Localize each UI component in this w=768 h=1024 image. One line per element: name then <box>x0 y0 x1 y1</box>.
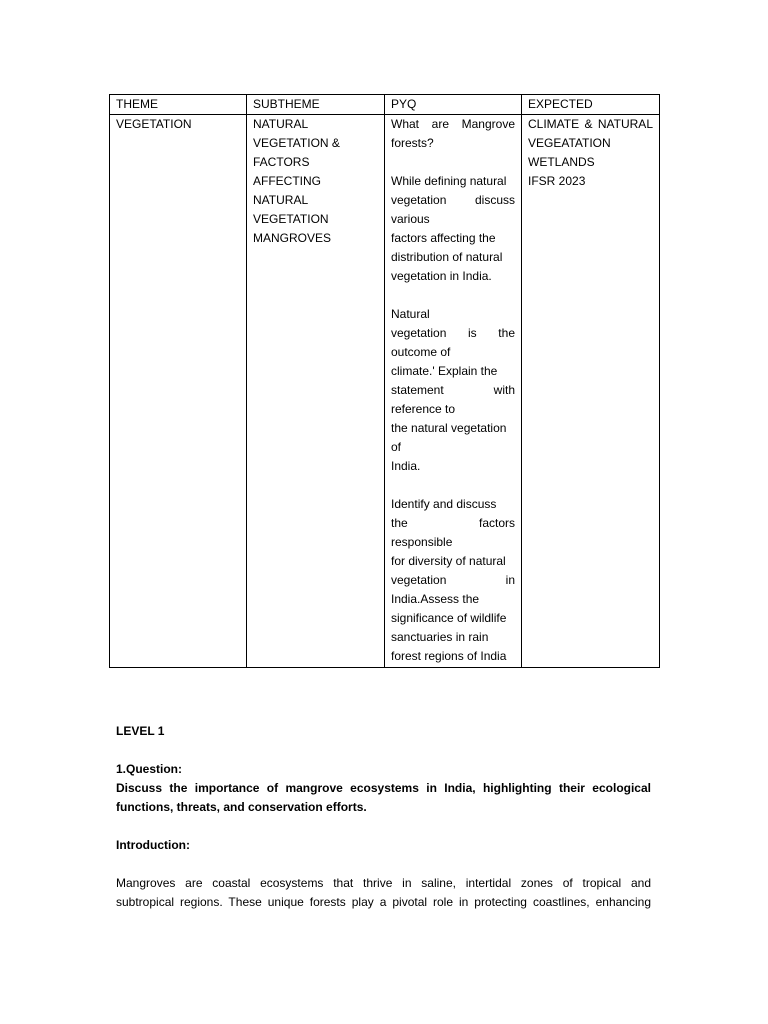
pyq-line: factors affecting the <box>391 231 496 245</box>
pyq-line: What are Mangrove <box>391 117 515 131</box>
pyq-line: for diversity of natural <box>391 554 506 568</box>
pyq-line: outcome of <box>391 345 451 359</box>
header-theme: THEME <box>110 95 247 115</box>
spacer <box>116 855 651 874</box>
pyq-line: reference to <box>391 402 456 416</box>
subtheme-line: MANGROVES <box>253 231 332 245</box>
subtheme-line: NATURAL <box>253 193 309 207</box>
table-header-row <box>110 95 660 115</box>
subtheme-line: FACTORS AFFECTING <box>253 155 321 188</box>
pyq-line: significance of wildlife <box>391 611 507 625</box>
introduction-text <box>116 874 651 912</box>
pyq-line: vegetation discuss <box>391 193 515 207</box>
pyq-line: vegetation is the <box>391 326 515 340</box>
pyq-line: climate.' Explain the <box>391 364 498 378</box>
pyq-line: vegetation in <box>391 573 515 587</box>
pyq-gap <box>391 153 515 172</box>
pyq-line: of <box>391 440 402 454</box>
question-heading: 1.Question: <box>116 762 183 776</box>
expected-line: VEGEATATION <box>528 136 611 150</box>
question-text <box>116 779 651 817</box>
expected-cell <box>522 115 660 668</box>
question-line: functions, threats, and conservation efforts. <box>116 800 367 814</box>
expected-line: IFSR 2023 <box>528 174 586 188</box>
pyq-line: forests? <box>391 136 434 150</box>
pyq-line: the factors <box>391 516 515 530</box>
pyq-line: India. <box>391 459 421 473</box>
subtheme-line: VEGETATION & <box>253 136 340 150</box>
header-expected: EXPECTED <box>522 95 660 115</box>
pyq-line: India.Assess the <box>391 592 480 606</box>
intro-line: Mangroves are coastal ecosystems that thrive in saline, intertidal zones of tropical and <box>116 876 651 890</box>
table-row <box>110 115 660 668</box>
header-pyq: PYQ <box>385 95 522 115</box>
spacer <box>116 741 651 760</box>
pyq-line: Identify and discuss <box>391 497 497 511</box>
introduction-heading: Introduction: <box>116 838 190 852</box>
level-heading: LEVEL 1 <box>116 724 165 738</box>
spacer <box>116 817 651 836</box>
pyq-line: statement with <box>391 383 515 397</box>
subtheme-line: VEGETATION <box>253 212 329 226</box>
pyq-line: Natural <box>391 307 430 321</box>
pyq-line: sanctuaries in rain <box>391 630 489 644</box>
pyq-line: the natural vegetation <box>391 421 507 435</box>
pyq-line: responsible <box>391 535 453 549</box>
pyq-gap <box>391 286 515 305</box>
subtheme-cell <box>247 115 385 668</box>
header-subtheme: SUBTHEME <box>247 95 385 115</box>
pyq-gap <box>391 476 515 495</box>
pyq-line: various <box>391 212 430 226</box>
intro-line: subtropical regions. These unique forests play a pivotal role in protecting coastlines, enhancing <box>116 895 651 909</box>
pyq-line: forest regions of India <box>391 649 507 663</box>
expected-line: WETLANDS <box>528 155 595 169</box>
pyq-line: While defining natural <box>391 174 507 188</box>
pyq-cell <box>385 115 522 668</box>
document-body <box>116 722 651 912</box>
pyq-line: vegetation in India. <box>391 269 492 283</box>
expected-line: CLIMATE & NATURAL <box>528 117 653 131</box>
subtheme-line: NATURAL <box>253 117 309 131</box>
theme-table <box>109 94 660 668</box>
question-line: Discuss the importance of mangrove ecosystems in India, highlighting their ecological <box>116 781 651 795</box>
theme-line: VEGETATION <box>116 117 192 131</box>
theme-cell <box>110 115 247 668</box>
pyq-line: distribution of natural <box>391 250 503 264</box>
